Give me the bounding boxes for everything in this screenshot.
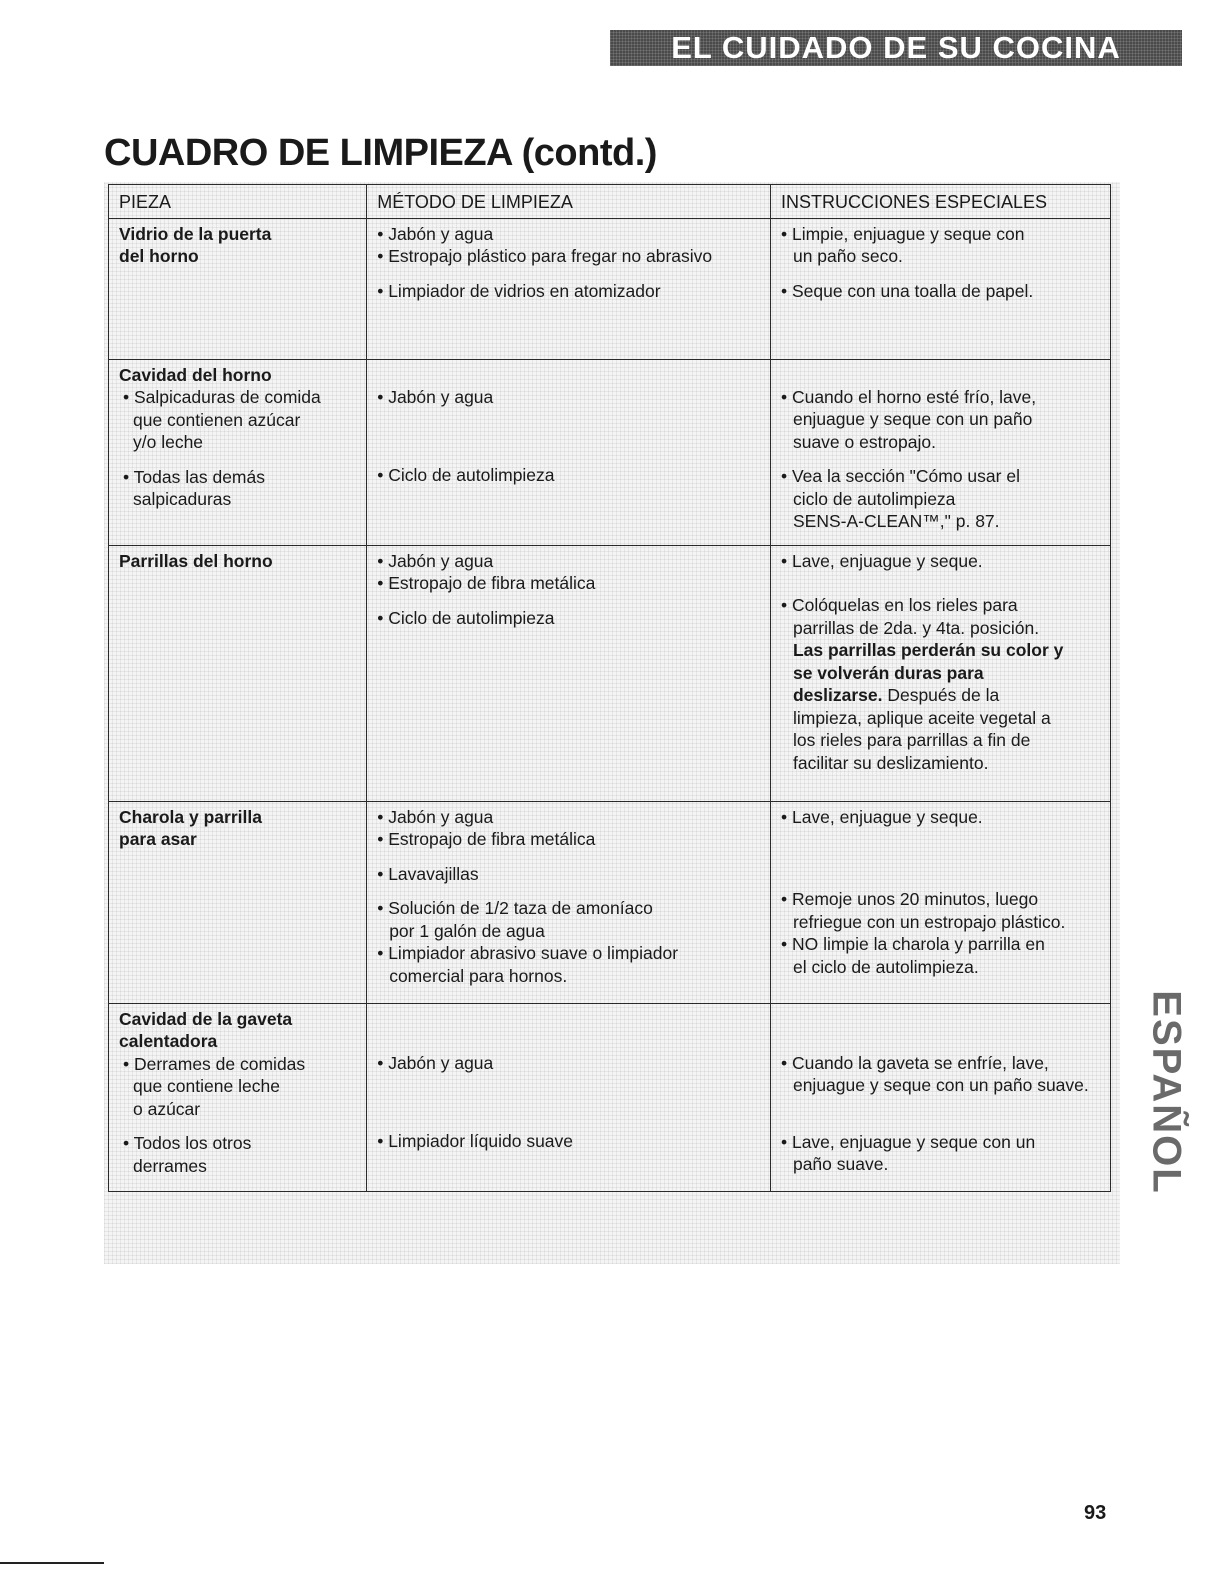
method-item: • Ciclo de autolimpieza [377,465,555,485]
part-cell [109,545,367,801]
instruction-item: • Seque con una toalla de papel. [780,280,1034,301]
part-name: Charola y parrilla para asar [119,806,262,849]
part-subitem: • Todos los otros derrames [123,1133,252,1176]
language-tab [1144,972,1189,1212]
part-name: Cavidad del horno [119,364,272,385]
method-item: • Estropajo de fibra metálica [377,573,596,593]
part-name: Parrillas del horno [119,550,273,571]
part-cell [109,801,367,1003]
method-item: • Ciclo de autolimpieza [377,607,555,628]
method-cell [367,1003,771,1191]
instruction-item: • NO limpie la charola y parrilla en el ciclo de autolimpieza. [780,934,1045,977]
instruction-cell [770,218,1110,359]
column-header-instrucciones: INSTRUCCIONES ESPECIALES [770,185,1110,219]
method-item: • Estropajo de fibra metálica [377,829,596,849]
table-header-row [109,185,1111,219]
page-title: CUADRO DE LIMPIEZA (contd.) [104,132,657,174]
instruction-item: • Lave, enjuague y seque. [780,806,983,827]
instruction-cell [770,801,1110,1003]
method-cell [367,801,771,1003]
table-row [109,545,1111,801]
method-item: • Estropajo plástico para fregar no abrasivo [377,246,713,266]
part-name: Vidrio de la puerta del horno [119,223,272,266]
instruction-item: • Remoje unos 20 minutos, luego refriegue con un estropajo plástico. [780,889,1066,932]
method-item: • Jabón y agua [377,806,494,827]
section-banner: EL CUIDADO DE SU COCINA [610,30,1182,66]
method-item: • Solución de 1/2 taza de amoníaco por 1 galón de agua [377,898,653,941]
part-cell [109,359,367,545]
column-header-metodo: MÉTODO DE LIMPIEZA [367,185,771,219]
rack-note-intro: • Colóquelas en los rieles para parrillas de 2da. y 4ta. posición. [780,595,1040,638]
language-label: ESPAÑOL [1144,989,1189,1195]
rack-instruction [781,594,1100,774]
part-cell [109,1003,367,1191]
part-subitem: • Salpicaduras de comida que contienen azúcar y/o leche [123,387,321,452]
table-row [109,218,1111,359]
method-item: • Jabón y agua [377,1052,494,1073]
table-row [109,359,1111,545]
method-item: • Jabón y agua [377,223,494,244]
instruction-item: • Lave, enjuague y seque. [780,550,983,571]
method-cell [367,359,771,545]
method-item: • Limpiador abrasivo suave o limpiador comercial para hornos. [377,943,679,986]
part-subitem: • Derrames de comidas que contiene leche o azúcar [123,1053,306,1119]
page-number: 93 [1084,1502,1107,1524]
method-item: • Limpiador de vidrios en atomizador [377,280,661,301]
instruction-item: • Lave, enjuague y seque con un paño suave. [780,1131,1036,1174]
method-item: • Limpiador líquido suave [377,1131,574,1151]
method-item: • Jabón y agua [377,386,494,407]
instruction-cell [770,1003,1110,1191]
column-header-pieza: PIEZA [109,185,367,219]
method-item: • Lavavajillas [377,863,479,884]
instruction-item: • Cuando la gaveta se enfríe, lave, enjuague y seque con un paño suave. [780,1052,1089,1095]
rack-note-rest: Después de la limpieza, aplique aceite vegetal a los rieles para parrillas a fin de facilitar su deslizamiento. [792,685,1051,773]
instruction-cell [770,359,1110,545]
cleaning-table [108,184,1111,1192]
table-row [109,801,1111,1003]
method-cell [367,218,771,359]
footer-rule [0,1562,104,1564]
rack-warning: Las parrillas perderán su color y se volverán duras para deslizarse. [792,640,1064,705]
instruction-item: • Cuando el horno esté frío, lave, enjuague y seque con un paño suave o estropajo. [780,386,1037,452]
table-row [109,1003,1111,1191]
instruction-cell [770,545,1110,801]
method-cell [367,545,771,801]
instruction-item: • Limpie, enjuague y seque con un paño seco. [780,223,1025,266]
method-item: • Jabón y agua [377,550,494,571]
instruction-item: • Vea la sección "Cómo usar el ciclo de autolimpieza SENS-A-CLEAN™," p. 87. [780,466,1020,531]
part-subitem: • Todas las demás salpicaduras [123,466,265,509]
part-cell [109,218,367,359]
part-name: Cavidad de la gaveta calentadora [119,1008,293,1051]
